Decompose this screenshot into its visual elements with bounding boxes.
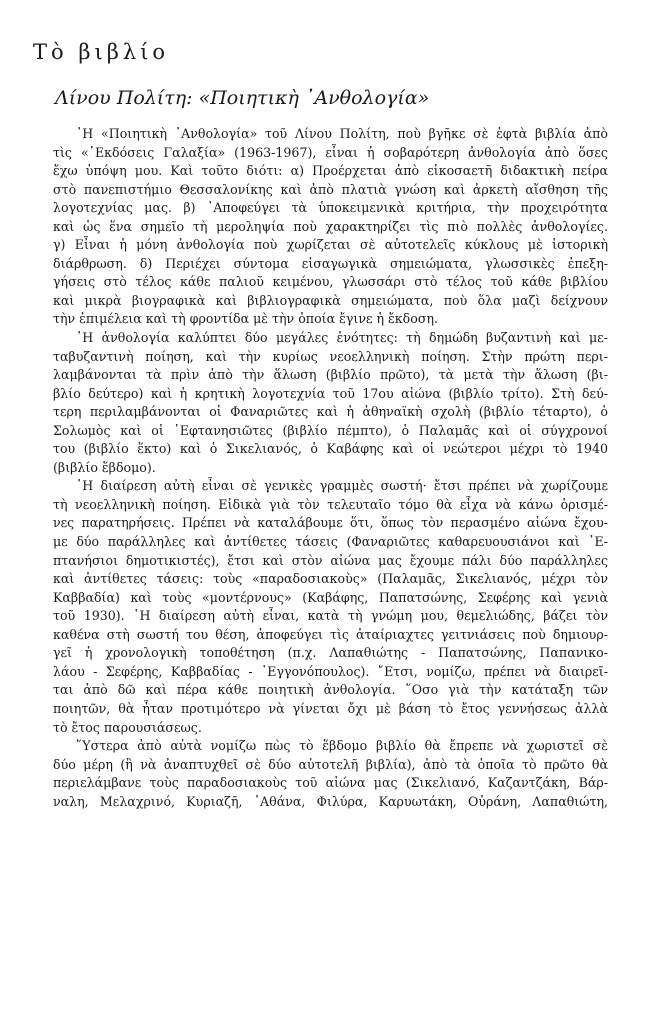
text-line: τὶς «᾽Εκδόσεις Γαλαξία» (1963-1967), εἶναι ἡ σοβαρότερη ἀνθολογία ἀπὸ ὅσες [53, 144, 608, 160]
text-line: τὴν ἐπιμέλεια καὶ τὴ φροντίδα μὲ τὴν ὁποία ἔγινε ἡ ἔκδοση. [53, 311, 438, 327]
text-line: δύο μέρη (ἢ νὰ ἀναπτυχθεῖ σὲ δύο αὐτοτελῆ βιβλία), ἀπὸ τὰ ὁποῖα τὸ πρῶτο θὰ [53, 756, 608, 772]
text-line: ῾Η διαίρεση αὐτὴ εἶναι σὲ γενικὲς γραμμὲς σωστή· ἔτσι πρέπει νὰ χωρίζουμε [76, 478, 608, 494]
text-line: Καββαδία) καὶ τοὺς «μοντέρνους» (Καβάφης, Παπατσώνης, Σεφέρης καὶ γενιὰ [53, 589, 608, 605]
text-line: ἔχω ὑπόψη μου. Καὶ τοῦτο διότι: α) Προέρχεται ἀπὸ εἰκοσαετῆ διδακτικὴ πείρα [53, 163, 608, 179]
text-line: ναλη, Μελαχρινό, Κυριαζῆ, ᾽Αθάνα, Φιλύρα, Καρυωτάκη, Οὐράνη, Λαπαθιώτη, [53, 793, 608, 809]
text-line: γήσεις στὸ τέλος κάθε παλιοῦ κειμένου, γλωσσάρι στὸ τέλος τοῦ κάθε βιβλίου [53, 274, 608, 290]
text-line: νες παρατηρήσεις. Πρέπει νὰ καταλάβουμε ὅτι, ὅπως τὸν περασμένο αἰώνα ἔχου- [53, 515, 608, 531]
text-line: διάρθρωση. δ) Περιέχει σύντομα εἰσαγωγικὰ σημειώματα, γλωσσικὲς ἐπεξη- [53, 255, 608, 271]
text-line: τερη περιλαμβάνονται οἱ Φαναριῶτες καὶ ἡ ἀθηναϊκὴ σχολὴ (βιβλίο τέταρτο), ὁ [53, 404, 608, 420]
section-title: Τὸ βιβλίο [33, 40, 170, 64]
text-line: λαμβάνονται τὰ πρὶν ἀπὸ τὴν ἅλωση (βιβλίο πρῶτο), τὰ μετὰ τὴν ἅλωση (βι- [53, 367, 608, 383]
text-line: ταβυζαντινὴ ποίηση, καὶ τὴν κυρίως νεοελληνικὴ ποίηση. Στὴν πρώτη περι- [53, 348, 608, 364]
article-title: Λίνου Πολίτη: «Ποιητικὴ ᾽Ανθολογία» [55, 87, 430, 109]
text-line: ποιητῶν, θὰ ἦταν προτιμότερο νὰ γίνεται ὄχι μὲ βάση τὸ ἔτος γεννήσεως ἀλλὰ [53, 700, 608, 716]
text-line: λογοτεχνίας μας. β) ᾽Αποφεύγει τὰ ὑποκειμενικὰ κριτήρια, τὴν προχειρότητα [53, 200, 608, 216]
text-line: (βιβλίο ἕβδομο). [53, 459, 156, 475]
text-line: του (βιβλίο ἕκτο) καὶ ὁ Σικελιανός, ὁ Καβάφης καὶ οἱ νεώτεροι μέχρι τὸ 1940 [53, 441, 608, 457]
text-line: γ) Εἶναι ἡ μόνη ἀνθολογία ποὺ χωρίζεται σὲ αὐτοτελεῖς κύκλους μὲ ἱστορικὴ [53, 237, 608, 253]
text-line: Σολωμὸς καὶ οἱ ᾽Εφτανησιῶτες (βιβλίο πέμπτο), ὁ Παλαμᾶς καὶ οἱ σύγχρονοί [53, 422, 608, 438]
text-line: ῾Η ἀνθολογία καλύπτει δύο μεγάλες ἑνότητες: τὴ δημώδη βυζαντινὴ καὶ με- [76, 330, 608, 346]
text-line: γεῖ ἡ χρονολογικὴ τοποθέτηση (π.χ. Λαπαθιώτης - Παπατσώνης, Παπανικο- [53, 645, 608, 661]
text-line: καὶ ἀντίθετες τάσεις: τοὺς «παραδοσιακοὺς» (Παλαμᾶς, Σικελιανός, μέχρι τὸν [53, 571, 608, 587]
text-line: βλίο δεύτερο) καὶ ἡ κρητικὴ λογοτεχνία τοῦ 17ου αἰώνα (βιβλίο τρίτο). Στὴ δεύ- [53, 385, 608, 401]
body-text [53, 125, 608, 811]
text-line: καὶ ὡς ἕνα σημεῖο τὴ μεροληψία ποὺ χαρακτηρίζει τὶς πιὸ πολλὲς ἀνθολογίες. [53, 218, 608, 234]
text-line: τὴ νεοελληνικὴ ποίηση. Εἰδικὰ γιὰ τὸν τελευταῖο τόμο θὰ εἶχα νὰ κάνω ὁρισμέ- [53, 496, 608, 512]
text-line: με δύο παράλληλες καὶ ἀντίθετες τάσεις (Φαναριῶτες καθαρευουσιάνοι καὶ ᾽Ε- [53, 534, 608, 550]
text-line: περιελάμβανε τοὺς παραδοσιακοὺς τοῦ αἰώνα μας (Σικελιανό, Καζαντζάκη, Βάρ- [53, 775, 608, 791]
text-line: ται ἀπὸ δῶ καὶ πέρα κάθε ποιητικὴ ἀνθολογία. ῞Οσο γιὰ τὴν κατάταξη τῶν [53, 682, 608, 698]
text-line: καθένα στὴ σωστή του θέση, ἀποφεύγει τὶς ἀταίριαχτες γειτνιάσεις ποὺ δημιουρ- [53, 626, 608, 642]
text-line: πτανήσιοι δημοτικιστές), ἔτσι καὶ στὸν αἰώνα μας ἔχουμε πάλι δύο παράλληλες [53, 552, 608, 568]
text-line: στὸ πανεπιστήμιο Θεσσαλονίκης καὶ ἀπὸ πλατιὰ γνώση καὶ ἀρκετὴ αἴσθηση τῆς [53, 181, 608, 197]
text-line: ῞Υστερα ἀπὸ αὐτὰ νομίζω πὼς τὸ ἕβδομο βιβλίο θὰ ἔπρεπε νὰ χωριστεῖ σὲ [76, 738, 608, 754]
text-line: τὸ ἔτος παρουσιάσεως. [53, 719, 202, 735]
text-line: τοῦ 1930). ῾Η διαίρεση αὐτὴ εἶναι, κατὰ τὴ γνώμη μου, θεμελιώδης, βάζει τὸν [53, 608, 608, 624]
text-line: λάου - Σεφέρης, Καββαδίας - ᾽Εγγονόπουλος). ῎Ετσι, νομίζω, πρέπει νὰ διαιρεῖ- [53, 663, 608, 679]
text-line: ᾽Η «Ποιητικὴ ᾽Ανθολογία» τοῦ Λίνου Πολίτη, ποὺ βγῆκε σὲ ἑφτὰ βιβλία ἀπὸ [76, 126, 608, 141]
text-line: καὶ μικρὰ βιογραφικὰ καὶ βιβλιογραφικὰ σημειώματα, ποὺ ὅλα μαζὶ δείχνουν [53, 292, 608, 308]
